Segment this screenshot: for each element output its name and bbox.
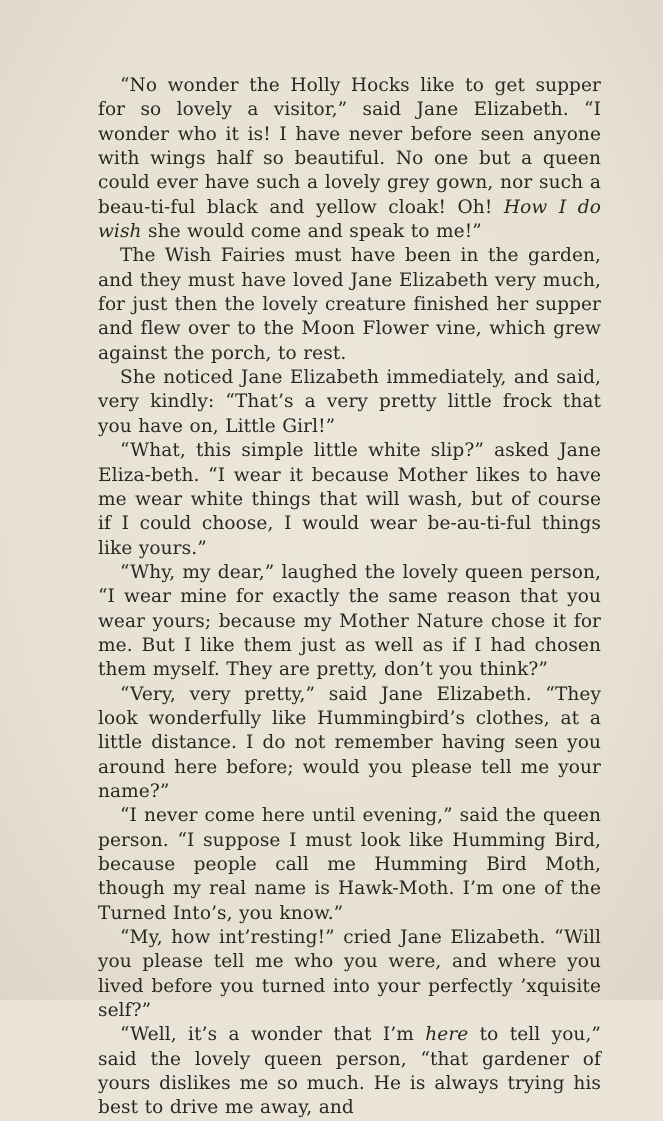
paragraph: “Very, very pretty,” said Jane Elizabeth. “They look wonderfully like Hummingbird’s clothes, at a little distance. I do not remember having seen you around here before; would you please tell me your name?” (98, 683, 601, 802)
paragraph: “No wonder the Holly Hocks like to get supper for so lovely a visitor,” said Jane Elizabeth. “I wonder who it is! I have never before seen anyone with wings half so beautiful. No one but a queen could ever have such a lovely grey gown, nor such a beau-ti-ful black and yellow cloak! Oh! How I do wish she would come and speak to me!” (98, 75, 601, 243)
paragraph: The Wish Fairies must have been in the garden, and they must have loved Jane Elizabeth very much, for just then the lovely creature finished her supper and flew over to the Moon Flower vine, which grew against the porch, to rest. (98, 245, 601, 364)
paragraph: “Well, it’s a wonder that I’m here to tell you,” said the lovely queen person, “that gardener of yours dislikes me so much. He is always trying his best to drive me away, and (98, 1024, 601, 1119)
paragraph: “Why, my dear,” laughed the lovely queen person, “I wear mine for exactly the same reason that you wear yours; because my Mother Nature chose it for me. But I like them just as well as if I had chosen them myself. They are pretty, don’t you think?” (98, 561, 601, 681)
paragraph: She noticed Jane Elizabeth immediately, and said, very kindly: “That’s a very pretty little frock that you have on, Little Girl!” (98, 367, 601, 437)
paragraph: “My, how int’resting!” cried Jane Elizabeth. “Will you please tell me who you were, and where you lived before you turned into your perfectly ’xquisite self?” (98, 927, 601, 1022)
page-text (98, 74, 601, 1121)
paragraph: “What, this simple little white slip?” asked Jane Eliza-beth. “I wear it because Mother likes to have me wear white things that will wash, but of course if I could choose, I would wear be-au-ti-ful things like yours.” (98, 440, 601, 559)
paragraph: “I never come here until evening,” said the queen person. “I suppose I must look like Humming Bird, because people call me Humming Bird Moth, though my real name is Hawk-Moth. I’m one of the Turned Into’s, you know.” (98, 805, 601, 924)
